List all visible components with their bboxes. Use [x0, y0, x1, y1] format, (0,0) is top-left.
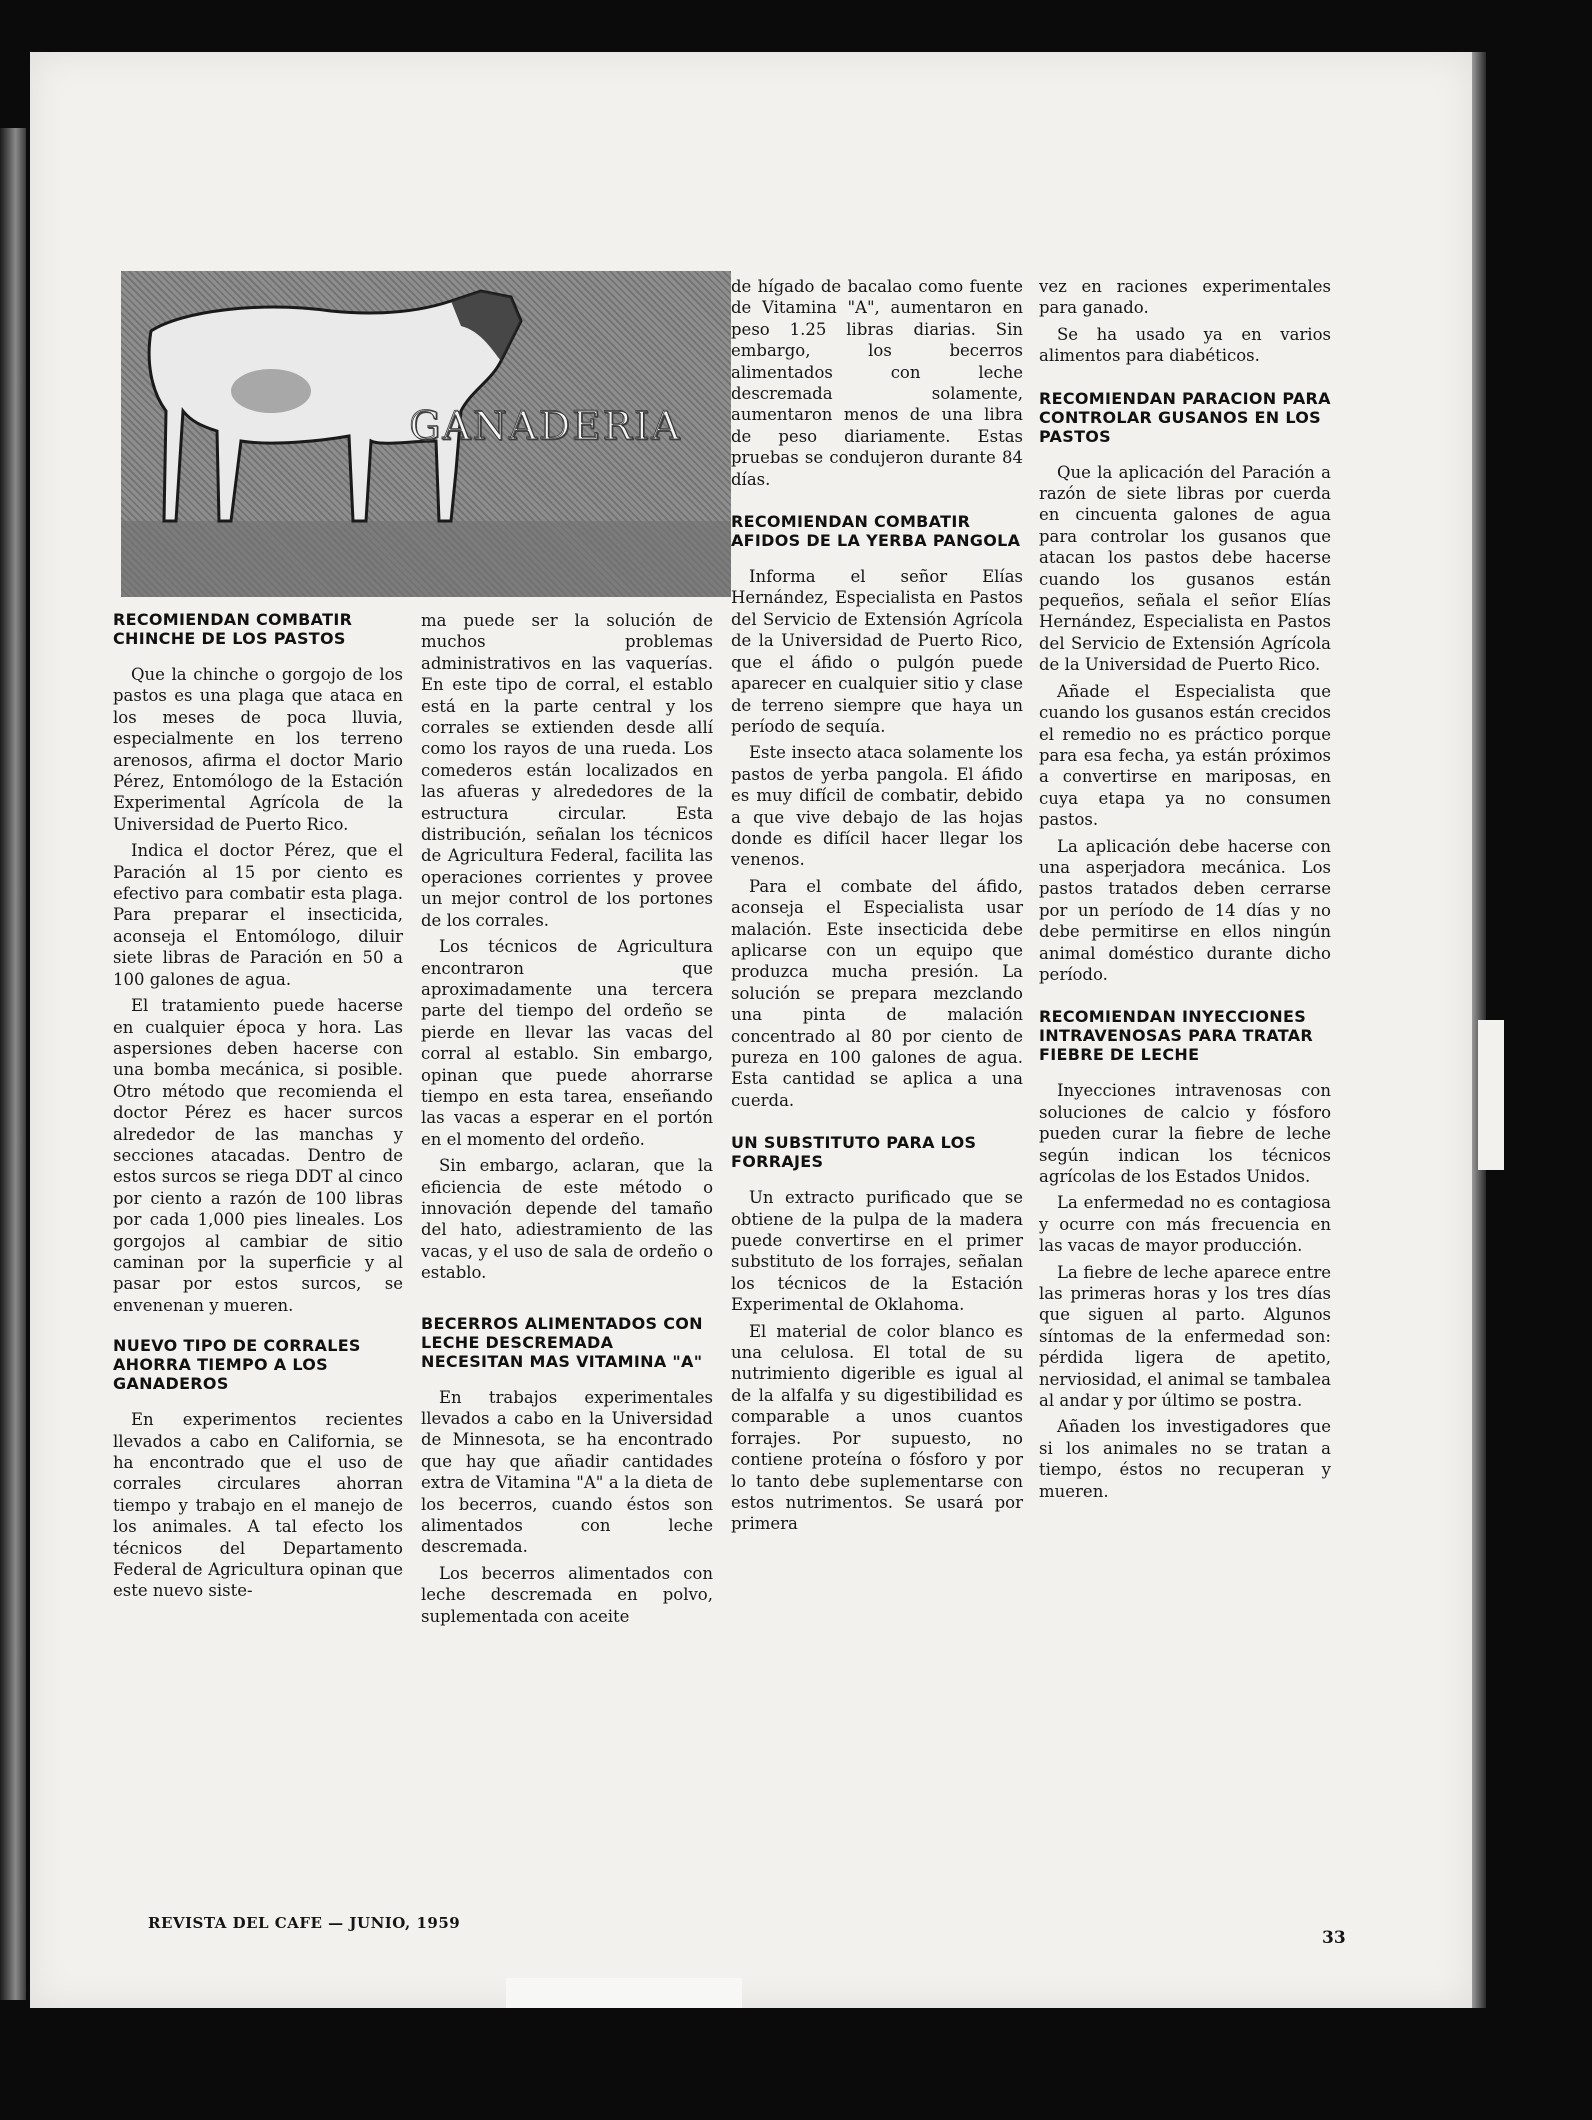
- binding-spine: [0, 128, 26, 2000]
- magazine-page: [30, 52, 1472, 2008]
- headline-becerros: BECERROS ALIMENTADOS CON LECHE DESCREMADA NECESITAN MAS VITAMINA "A": [421, 1313, 703, 1371]
- paragraph: Que la chinche o gorgojo de los pastos es una plaga que ataca en los meses de poca lluvia, especialmente en los terreno arenosos, afirma el doctor Mario Pérez, Entomólogo de la Estación Experimental Agrícola de la Universidad de Puerto Rico.: [113, 665, 403, 834]
- paragraph: Añaden los investigadores que si los animales no se tratan a tiempo, éstos no recuperan y mueren.: [1039, 1417, 1331, 1501]
- page-number: 33: [1322, 1928, 1346, 1948]
- paragraph: Los becerros alimentados con leche descremada en polvo, suplementada con aceite: [421, 1563, 713, 1626]
- headline-corrales: NUEVO TIPO DE CORRALES AHORRA TIEMPO A LOS GANADEROS: [113, 1336, 361, 1394]
- paragraph: Inyecciones intravenosas con soluciones de calcio y fósforo pueden curar la fiebre de leche según indican los técnicos agrícolas de los Estados Unidos.: [1039, 1081, 1331, 1186]
- headline-fiebre: RECOMIENDAN INYECCIONES INTRAVENOSAS PARA TRATAR FIEBRE DE LECHE: [1039, 1007, 1314, 1065]
- paragraph: Para el combate del áfido, aconseja el Especialista usar malación. Este insecticida debe aplicarse con un equipo que produzca mucha presión. La solución se prepara mezclando una pinta de malación concentrado al 80 por ciento de pureza en 100 galones de agua. Esta cantidad se aplica a una cuerda.: [731, 876, 1023, 1110]
- paragraph: Añade el Especialista que cuando los gusanos están crecidos el remedio no es práctico porque para esa fecha, ya están próximos a convertirse en mariposas, en cuya etapa ya no consumen pastos.: [1039, 681, 1331, 830]
- page-tab-marker: [1478, 1020, 1504, 1170]
- paragraph: Este insecto ataca solamente los pastos de yerba pangola. El áfido es muy difícil de combatir, debido a que vive debajo de las hojas donde es difícil hacer llegar los venenos.: [731, 743, 1023, 870]
- paragraph: de hígado de bacalao como fuente de Vitamina "A", aumentaron en peso 1.25 libras diarias. Sin embargo, los becerros alimentados con leche descremada solamente, aumentaron menos de una libra de peso diariamente. Estas pruebas se condujeron durante 84 días.: [731, 277, 1023, 489]
- column-3: [731, 276, 1023, 1540]
- column-4: [1039, 276, 1331, 1507]
- scan-strip: [506, 1978, 742, 2008]
- publication-footer: REVISTA DEL CAFE — JUNIO, 1959: [148, 1914, 461, 1932]
- section-title: GANADERIA: [409, 404, 682, 449]
- paragraph: ma puede ser la solución de muchos problemas administrativos en las vaquerías. En este tipo de corral, el establo está en la parte central y los corrales se extienden desde allí como los rayos de una rueda. Los comederos están localizados en las afueras y alrededores de la estructura circular. Esta distribución, señalan los técnicos de Agricultura Federal, facilita las operaciones corrientes y provee un mejor control de los portones de los corrales.: [421, 611, 713, 930]
- paragraph: La fiebre de leche aparece entre las primeras horas y los tres días que siguen al parto. Algunos síntomas de la enfermedad son: pérdida ligera de apetito, nerviosidad, el animal se tambalea al andar y por último se postra.: [1039, 1262, 1331, 1411]
- headline-forrajes: UN SUBSTITUTO PARA LOS FORRAJES: [731, 1133, 977, 1172]
- paragraph: El tratamiento puede hacerse en cualquier época y hora. Las aspersiones deben hacerse con una bomba mecánica, si posible. Otro método que recomienda el doctor Pérez es hacer surcos alrededor de las manchas y secciones atacadas. Dentro de estos surcos se riega DDT al cinco por ciento a razón de 100 libras por cada 1,000 pies lineales. Los gorgojos al cambiar de sitio caminan por la superficie y al pasar por estos surcos, se envenenan y mueren.: [113, 996, 403, 1315]
- headline-paracion: RECOMIENDAN PARACION PARA CONTROLAR GUSANOS EN LOS PASTOS: [1039, 388, 1331, 446]
- cow-illustration: [121, 271, 731, 597]
- column-1: [113, 610, 403, 1607]
- paragraph: Los técnicos de Agricultura encontraron que aproximadamente una tercera parte del tiempo del ordeño se pierde en llevar las vacas del corral al establo. Sin embargo, opinan que puede ahorrarse tiempo en esta tarea, enseñando las vacas a esperar en el portón en el momento del ordeño.: [421, 937, 713, 1149]
- paragraph: En trabajos experimentales llevados a cabo en la Universidad de Minnesota, se ha encontrado que hay que añadir cantidades extra de Vitamina "A" a la dieta de los becerros, cuando éstos son alimentados con leche descremada.: [421, 1387, 713, 1557]
- headline-afidos: RECOMIENDAN COMBATIR AFIDOS DE LA YERBA PANGOLA: [731, 512, 1021, 551]
- paragraph: La enfermedad no es contagiosa y ocurre con más frecuencia en las vacas de mayor producción.: [1039, 1193, 1331, 1256]
- column-2: [421, 610, 713, 1632]
- headline-chinche: RECOMIENDAN COMBATIR CHINCHE DE LOS PASTOS: [113, 610, 353, 648]
- paragraph: Informa el señor Elías Hernández, Especialista en Pastos del Servicio de Extensión Agrícola de la Universidad de Puerto Rico, que el áfido o pulgón puede aparecer en cualquier sitio y clase de terreno siempre que haya un período de sequía.: [731, 567, 1023, 736]
- paragraph: Un extracto purificado que se obtiene de la pulpa de la madera puede convertirse en el primer substituto de los forrajes, señalan los técnicos de la Estación Experimental de Oklahoma.: [731, 1188, 1023, 1315]
- paragraph: Sin embargo, aclaran, que la eficiencia de este método o innovación depende del tamaño del hato, adiestramiento de las vacas, y el uso de sala de ordeño o establo.: [421, 1156, 713, 1283]
- paragraph: En experimentos recientes llevados a cabo en California, se ha encontrado que el uso de corrales circulares ahorran tiempo y trabajo en el manejo de los animales. A tal efecto los técnicos del Departamento Federal de Agricultura opinan que este nuevo siste-: [113, 1410, 403, 1601]
- paragraph: Se ha usado ya en varios alimentos para diabéticos.: [1039, 324, 1331, 366]
- paragraph: La aplicación debe hacerse con una asperjadora mecánica. Los pastos tratados deben cerrarse por un período de 14 días y no debe permitirse en ellos ningún animal doméstico durante dicho período.: [1039, 836, 1331, 984]
- paragraph: vez en raciones experimentales para ganado.: [1039, 277, 1331, 318]
- paragraph: El material de color blanco es una celulosa. El total de su nutrimiento digerible es igual al de la alfalfa y su digestibilidad es comparable a unos cuantos forrajes. Por supuesto, no contiene proteína o fósforo y por lo tanto debe suplementarse con estos nutrimentos. Se usará por primera: [731, 1321, 1023, 1534]
- paragraph: Que la aplicación del Paración a razón de siete libras por cuerda en cincuenta galones de agua para controlar los gusanos que atacan los pastos debe hacerse cuando los gusanos están pequeños, señala el señor Elías Hernández, Especialista en Pastos del Servicio de Extensión Agrícola de la Universidad de Puerto Rico.: [1039, 462, 1331, 675]
- header-banner: [121, 271, 731, 597]
- paragraph: Indica el doctor Pérez, que el Paración al 15 por ciento es efectivo para combatir esta plaga. Para preparar el insecticida, aconseja el Entomólogo, diluir siete libras de Paración en 50 a 100 galones de agua.: [113, 841, 403, 989]
